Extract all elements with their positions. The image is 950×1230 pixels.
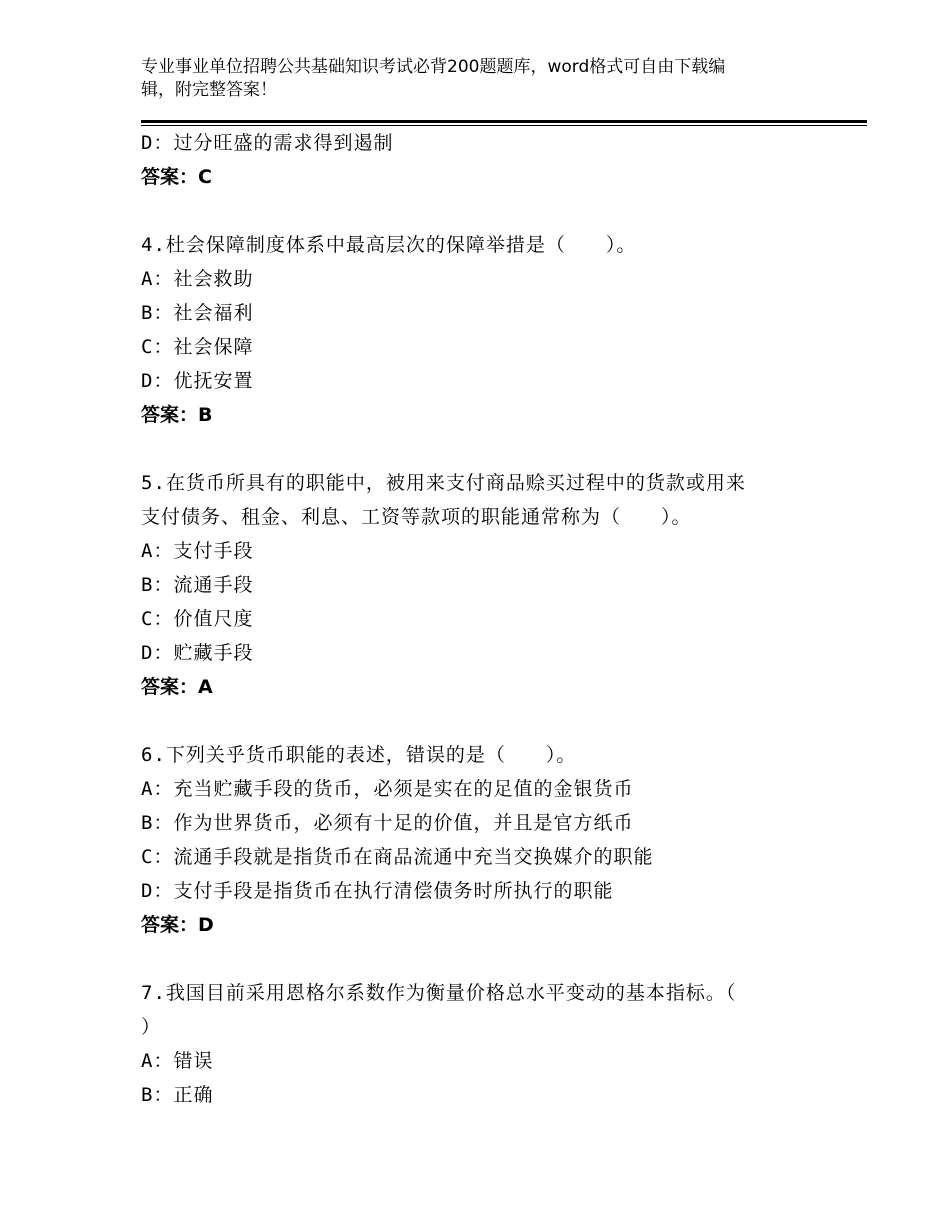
spacer <box>141 432 821 466</box>
answer-line: 答案：B <box>141 404 213 426</box>
option-c: C：社会保障 <box>141 336 254 358</box>
option-b: B：社会福利 <box>141 302 254 324</box>
question-6 <box>141 738 821 942</box>
question-stem-cont: ） <box>141 1016 162 1038</box>
question-stem: 7.我国目前采用恩格尔系数作为衡量价格总水平变动的基本指标。（ <box>141 982 737 1004</box>
option-a: A：社会救助 <box>141 268 254 290</box>
question-5 <box>141 466 821 704</box>
option-d: D：贮藏手段 <box>141 642 254 664</box>
option-b: B：流通手段 <box>141 574 254 596</box>
answer-line: 答案：A <box>141 676 213 698</box>
answer-line: 答案：D <box>141 914 214 936</box>
option-d: D：优抚安置 <box>141 370 254 392</box>
spacer <box>141 942 821 976</box>
option-a: A：支付手段 <box>141 540 254 562</box>
question-stem: 5.在货币所具有的职能中，被用来支付商品赊买过程中的货款或用来 <box>141 472 746 494</box>
question-list <box>141 126 821 1112</box>
question-4 <box>141 228 821 432</box>
option-c: C：流通手段就是指货币在商品流通中充当交换媒介的职能 <box>141 846 654 868</box>
question-stem-cont: 支付债务、租金、利息、工资等款项的职能通常称为（ ）。 <box>141 506 692 528</box>
question-stem: 4.杜会保障制度体系中最高层次的保障举措是（ ）。 <box>141 234 637 256</box>
header-line-2: 辑，附完整答案！ <box>141 80 277 100</box>
option-d: D：过分旺盛的需求得到遏制 <box>141 132 394 154</box>
option-a: A：错误 <box>141 1050 214 1072</box>
option-b: B：作为世界货币，必须有十足的价值，并且是官方纸币 <box>141 812 634 834</box>
spacer <box>141 194 821 228</box>
header-rule-thick <box>141 120 867 123</box>
carryover-block <box>141 126 821 194</box>
question-stem: 6.下列关乎货币职能的表述，错误的是（ ）。 <box>141 744 577 766</box>
page-header <box>141 56 801 102</box>
option-a: A：充当贮藏手段的货币，必须是实在的足值的金银货币 <box>141 778 634 800</box>
header-line-1: 专业事业单位招聘公共基础知识考试必背200题题库，word格式可自由下载编 <box>141 57 726 77</box>
question-7 <box>141 976 821 1112</box>
answer-line: 答案：C <box>141 166 212 188</box>
option-c: C：价值尺度 <box>141 608 254 630</box>
option-b: B：正确 <box>141 1084 214 1106</box>
spacer <box>141 704 821 738</box>
option-d: D：支付手段是指货币在执行清偿债务时所执行的职能 <box>141 880 614 902</box>
